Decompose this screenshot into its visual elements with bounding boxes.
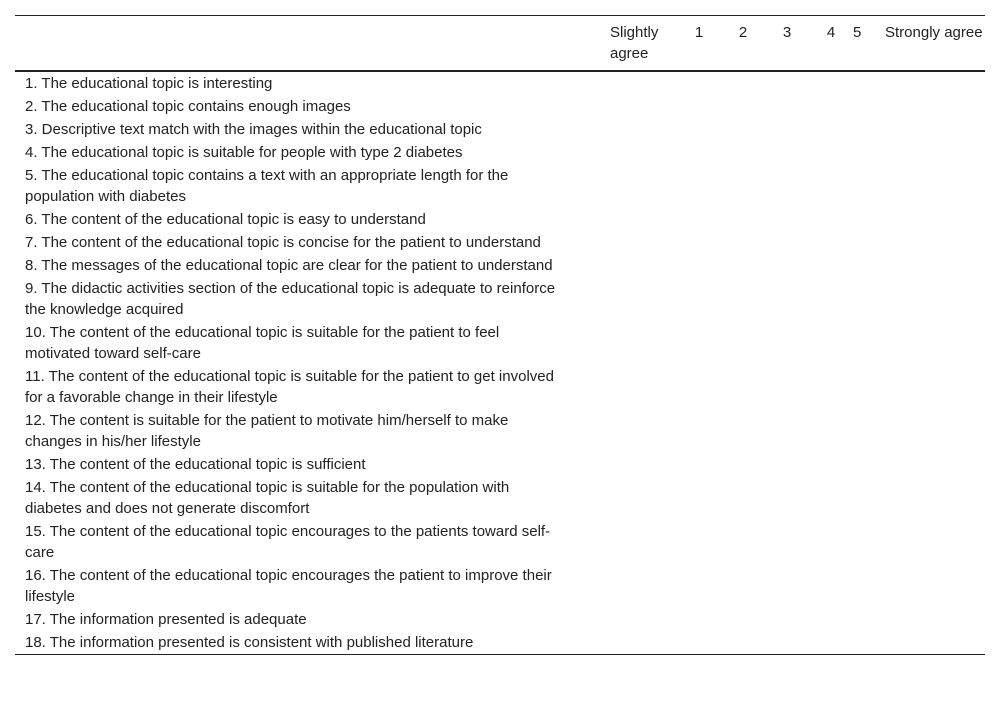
header-slightly-agree: Slightly agree [610,24,659,62]
rating-cell [853,453,885,476]
header-strongly-agree: Strongly agree [885,24,983,41]
rating-cell [853,520,885,564]
item-text: 16. The content of the educational topic encourages the patient to improve their lifestyle [25,567,552,605]
rating-cell [853,409,885,453]
rating-cell [765,254,809,277]
rating-cell [809,95,853,118]
item-text: 18. The information presented is consistent with published literature [25,634,474,651]
rating-cell [605,365,677,409]
rating-cell [853,254,885,277]
table-body [15,71,985,655]
evaluation-table [15,15,985,655]
rating-cell [721,321,765,365]
rating-cell [885,520,985,564]
rating-cell [853,476,885,520]
rating-cell [809,365,853,409]
rating-cell [765,631,809,655]
rating-cell [853,321,885,365]
item-text: 1. The educational topic is interesting [25,75,273,92]
item-text: 3. Descriptive text match with the images within the educational topic [25,121,482,138]
rating-cell [605,71,677,95]
rating-cell [885,476,985,520]
rating-cell [885,321,985,365]
rating-cell [885,564,985,608]
rating-cell [885,141,985,164]
table-row [15,118,985,141]
rating-cell [765,476,809,520]
rating-cell [809,141,853,164]
rating-cell [885,277,985,321]
rating-cell [605,95,677,118]
rating-cell [677,564,721,608]
rating-cell [885,254,985,277]
header-scale-2: 2 [738,24,748,41]
rating-cell [677,409,721,453]
rating-cell [809,231,853,254]
item-text: 6. The content of the educational topic is easy to understand [25,211,426,228]
rating-cell [809,118,853,141]
rating-cell [765,564,809,608]
rating-cell [853,141,885,164]
rating-cell [809,208,853,231]
rating-cell [809,564,853,608]
rating-cell [677,631,721,655]
rating-cell [853,365,885,409]
item-text: 13. The content of the educational topic is sufficient [25,456,366,473]
table-row [15,631,985,655]
rating-cell [809,71,853,95]
rating-cell [605,164,677,208]
rating-cell [809,321,853,365]
evaluation-table-container [15,15,985,655]
item-text: 9. The didactic activities section of the educational topic is adequate to reinforce the knowledge acquired [25,280,556,318]
table-row [15,71,985,95]
rating-cell [721,118,765,141]
rating-cell [885,631,985,655]
header-scale-5: 5 [853,24,862,41]
rating-cell [885,453,985,476]
rating-cell [809,164,853,208]
rating-cell [721,608,765,631]
rating-cell [885,365,985,409]
rating-cell [765,321,809,365]
rating-cell [605,118,677,141]
rating-cell [809,453,853,476]
rating-cell [853,208,885,231]
item-text: 10. The content of the educational topic is suitable for the patient to feel motivated toward self-care [25,324,500,362]
table-row [15,520,985,564]
rating-cell [765,95,809,118]
rating-cell [605,520,677,564]
rating-cell [677,453,721,476]
rating-cell [809,476,853,520]
rating-cell [605,453,677,476]
table-row [15,321,985,365]
rating-cell [809,608,853,631]
rating-cell [605,141,677,164]
rating-cell [721,208,765,231]
rating-cell [809,409,853,453]
rating-cell [853,231,885,254]
rating-cell [809,631,853,655]
header-scale-1: 1 [694,24,704,41]
rating-cell [677,164,721,208]
rating-cell [721,453,765,476]
rating-cell [677,231,721,254]
rating-cell [853,608,885,631]
item-text: 17. The information presented is adequate [25,611,307,628]
rating-cell [765,608,809,631]
rating-cell [605,409,677,453]
rating-cell [853,118,885,141]
table-row [15,254,985,277]
rating-cell [765,231,809,254]
rating-cell [677,141,721,164]
header-row [15,16,985,72]
rating-cell [721,164,765,208]
rating-cell [721,141,765,164]
rating-cell [809,520,853,564]
rating-cell [765,141,809,164]
rating-cell [677,118,721,141]
rating-cell [677,95,721,118]
rating-cell [677,365,721,409]
rating-cell [885,118,985,141]
table-row [15,141,985,164]
table-row [15,208,985,231]
rating-cell [605,476,677,520]
item-text: 2. The educational topic contains enough images [25,98,351,115]
rating-cell [677,277,721,321]
item-text: 12. The content is suitable for the patient to motivate him/herself to make changes in his/her lifestyle [25,412,509,450]
rating-cell [677,208,721,231]
item-text: 11. The content of the educational topic is suitable for the patient to get involved for a favorable change in their lifestyle [25,368,554,406]
rating-cell [765,409,809,453]
rating-cell [677,520,721,564]
header-item [15,16,605,72]
table-row [15,564,985,608]
rating-cell [853,71,885,95]
table-row [15,231,985,254]
rating-cell [765,365,809,409]
rating-cell [605,608,677,631]
rating-cell [885,208,985,231]
rating-cell [885,608,985,631]
rating-cell [605,564,677,608]
table-row [15,164,985,208]
item-text: 7. The content of the educational topic is concise for the patient to understand [25,234,541,251]
rating-cell [885,409,985,453]
rating-cell [853,164,885,208]
rating-cell [809,254,853,277]
item-text: 14. The content of the educational topic is suitable for the population with diabetes and does not generate discomfort [25,479,510,517]
rating-cell [605,231,677,254]
rating-cell [809,277,853,321]
rating-cell [721,365,765,409]
rating-cell [853,95,885,118]
item-text: 4. The educational topic is suitable for people with type 2 diabetes [25,144,463,161]
rating-cell [765,71,809,95]
rating-cell [677,71,721,95]
rating-cell [885,231,985,254]
table-header [15,16,985,72]
rating-cell [721,71,765,95]
table-row [15,409,985,453]
rating-cell [721,277,765,321]
rating-cell [677,254,721,277]
table-row [15,453,985,476]
rating-cell [721,231,765,254]
rating-cell [721,409,765,453]
rating-cell [765,118,809,141]
rating-cell [765,520,809,564]
rating-cell [721,520,765,564]
header-scale-4: 4 [826,24,836,41]
rating-cell [605,631,677,655]
rating-cell [721,476,765,520]
rating-cell [605,254,677,277]
rating-cell [765,164,809,208]
rating-cell [721,95,765,118]
table-row [15,476,985,520]
rating-cell [677,608,721,631]
rating-cell [677,321,721,365]
header-scale-3: 3 [782,24,792,41]
rating-cell [853,631,885,655]
rating-cell [885,71,985,95]
rating-cell [721,631,765,655]
rating-cell [853,277,885,321]
rating-cell [605,321,677,365]
rating-cell [885,95,985,118]
rating-cell [721,564,765,608]
rating-cell [605,277,677,321]
table-row [15,277,985,321]
table-row [15,95,985,118]
item-text: 5. The educational topic contains a text with an appropriate length for the population with diabetes [25,167,509,205]
rating-cell [853,564,885,608]
rating-cell [721,254,765,277]
rating-cell [885,164,985,208]
item-text: 8. The messages of the educational topic are clear for the patient to understand [25,257,553,274]
rating-cell [765,208,809,231]
item-text: 15. The content of the educational topic encourages to the patients toward self-care [25,523,551,561]
rating-cell [677,476,721,520]
table-row [15,608,985,631]
rating-cell [605,208,677,231]
table-row [15,365,985,409]
rating-cell [765,277,809,321]
rating-cell [765,453,809,476]
